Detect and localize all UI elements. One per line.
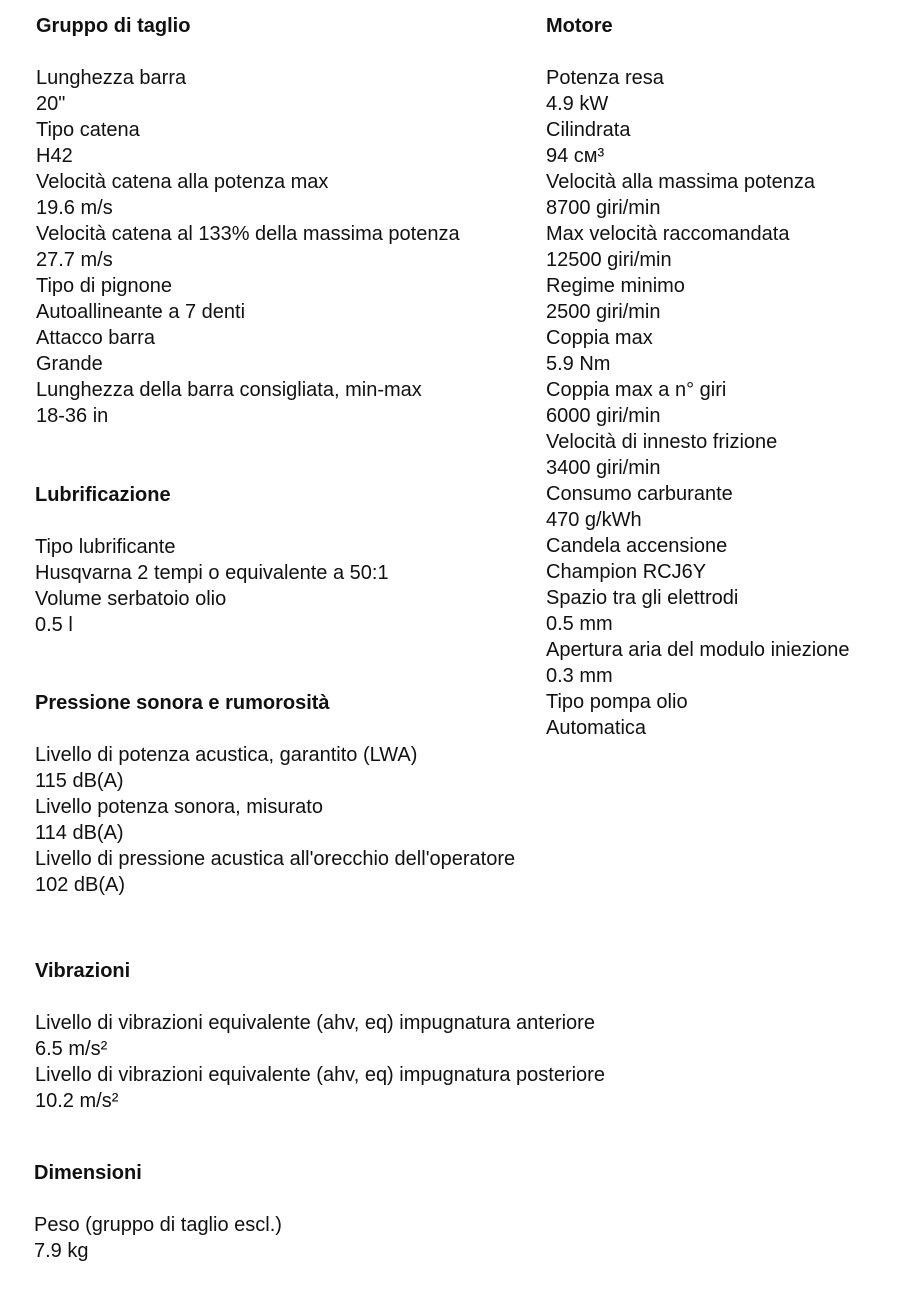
section-pressione-sonora [35, 690, 515, 898]
section-title: Lubrificazione [35, 484, 171, 506]
spec-value: H42 [36, 145, 73, 167]
spec-value: 3400 giri/min [546, 457, 661, 479]
spec-value: 6.5 m/s² [35, 1038, 108, 1060]
spec-value: 114 dB(A) [35, 822, 124, 844]
spec-label: Velocità di innesto frizione [546, 431, 778, 453]
section-title: Pressione sonora e rumorosità [35, 692, 330, 714]
spec-list [546, 65, 850, 741]
section-dimensioni [34, 1160, 282, 1264]
spec-label: Attacco barra [36, 327, 155, 349]
spec-value: 5.9 Nm [546, 353, 611, 375]
spec-label: Spazio tra gli elettrodi [546, 587, 739, 609]
spec-label: Lunghezza barra [36, 67, 187, 89]
spec-value: 19.6 m/s [36, 197, 113, 219]
spec-label: Consumo carburante [546, 483, 733, 505]
spec-value: 0.5 l [35, 614, 73, 636]
section-gruppo-di-taglio [36, 13, 460, 429]
spec-label: Coppia max [546, 327, 653, 349]
spec-label: Velocità catena al 133% della massima potenza [36, 223, 460, 245]
spec-value: 470 g/kWh [546, 509, 642, 531]
spec-value: Grande [36, 353, 103, 375]
spec-value: 18-36 in [36, 405, 109, 427]
spec-label: Livello di potenza acustica, garantito (LWA) [35, 744, 418, 766]
spec-label: Apertura aria del modulo iniezione [546, 639, 850, 661]
spec-value: 6000 giri/min [546, 405, 661, 427]
spec-label: Livello potenza sonora, misurato [35, 796, 323, 818]
spec-label: Coppia max a n° giri [546, 379, 727, 401]
section-title: Motore [546, 15, 613, 37]
spec-value: Champion RCJ6Y [546, 561, 707, 583]
spec-label: Cilindrata [546, 119, 631, 141]
spec-label: Livello di vibrazioni equivalente (ahv, eq) impugnatura posteriore [35, 1064, 605, 1086]
spec-label: Tipo lubrificante [35, 536, 176, 558]
spec-value: 94 см³ [546, 145, 605, 167]
spec-list [35, 534, 389, 638]
spec-list [35, 742, 515, 898]
spec-value: 12500 giri/min [546, 249, 672, 271]
spec-value: 7.9 kg [34, 1240, 89, 1262]
spec-label: Velocità alla massima potenza [546, 171, 816, 193]
spec-value: 20" [36, 93, 66, 115]
section-vibrazioni [35, 958, 605, 1114]
spec-value: 0.5 mm [546, 613, 613, 635]
section-motore [546, 13, 850, 741]
spec-label: Tipo di pignone [36, 275, 173, 297]
spec-label: Tipo pompa olio [546, 691, 688, 713]
spec-value: 10.2 m/s² [35, 1090, 119, 1112]
spec-label: Volume serbatoio olio [35, 588, 227, 610]
spec-value: 0.3 mm [546, 665, 613, 687]
spec-list [35, 1010, 605, 1114]
section-title: Dimensioni [34, 1162, 142, 1184]
spec-label: Peso (gruppo di taglio escl.) [34, 1214, 282, 1236]
spec-label: Regime minimo [546, 275, 685, 297]
spec-label: Velocità catena alla potenza max [36, 171, 329, 193]
spec-label: Livello di pressione acustica all'orecchio dell'operatore [35, 848, 516, 870]
spec-label: Max velocità raccomandata [546, 223, 790, 245]
section-lubrificazione [35, 482, 389, 638]
spec-value: Autoallineante a 7 denti [36, 301, 246, 323]
spec-value: 8700 giri/min [546, 197, 661, 219]
section-title: Vibrazioni [35, 960, 131, 982]
spec-label: Lunghezza della barra consigliata, min-max [36, 379, 422, 401]
spec-list [34, 1212, 282, 1264]
spec-value: Husqvarna 2 tempi o equivalente a 50:1 [35, 562, 389, 584]
spec-value: 102 dB(A) [35, 874, 126, 896]
spec-label: Tipo catena [36, 119, 140, 141]
spec-label: Livello di vibrazioni equivalente (ahv, eq) impugnatura anteriore [35, 1012, 595, 1034]
spec-list [36, 65, 460, 429]
spec-label: Potenza resa [546, 67, 664, 89]
spec-value: 4.9 kW [546, 93, 609, 115]
section-title: Gruppo di taglio [36, 15, 191, 37]
spec-value: 27.7 m/s [36, 249, 113, 271]
spec-value: Automatica [546, 717, 647, 739]
spec-value: 115 dB(A) [35, 770, 124, 792]
spec-value: 2500 giri/min [546, 301, 661, 323]
spec-label: Candela accensione [546, 535, 728, 557]
